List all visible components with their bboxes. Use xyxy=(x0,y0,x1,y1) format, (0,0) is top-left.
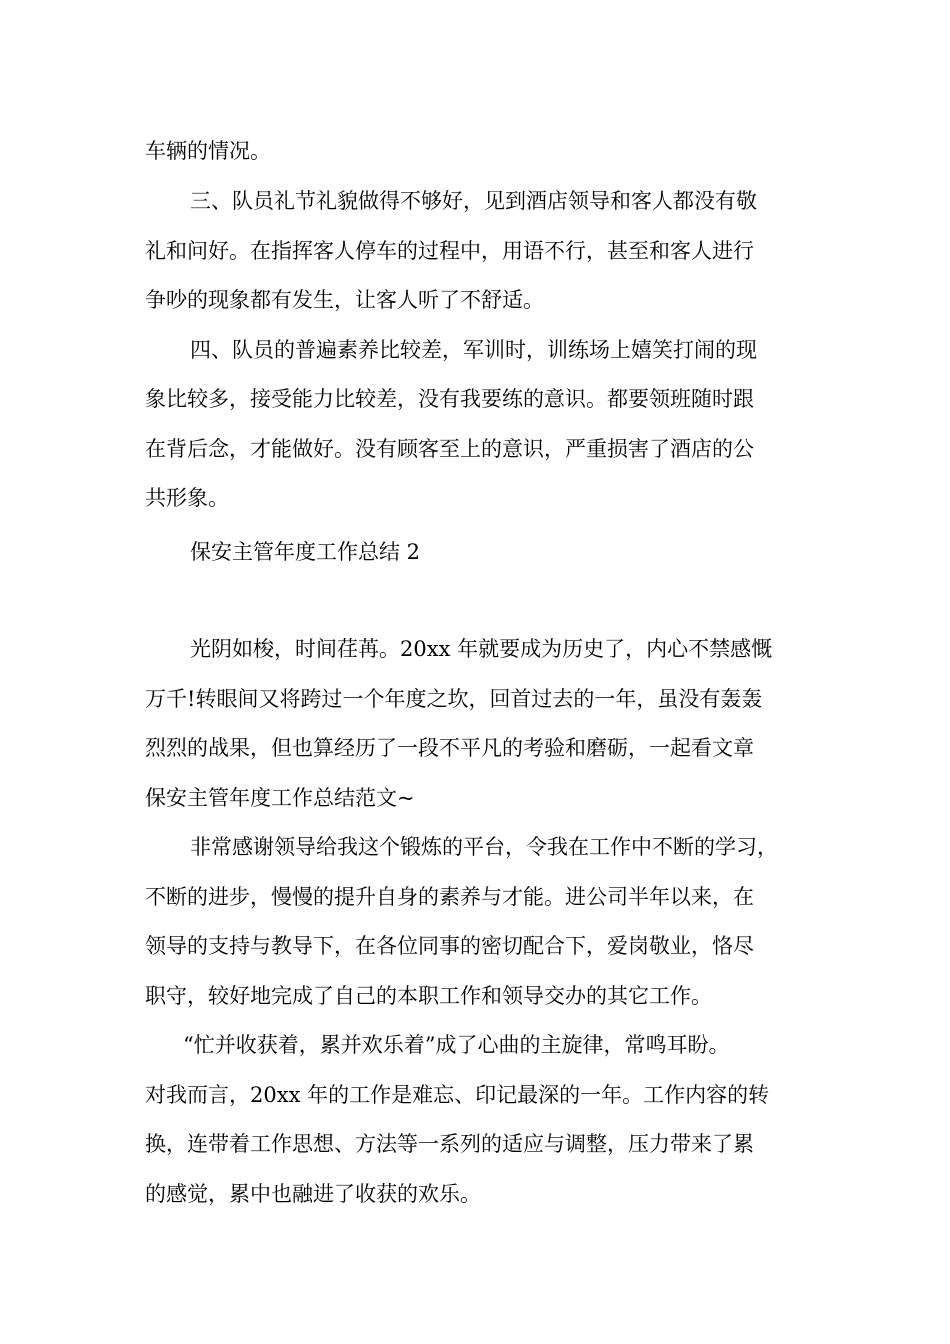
text-line: 万千!转眼间又将跨过一个年度之坎，回首过去的一年，虽没有轰轰 xyxy=(145,687,763,711)
text-line: 车辆的情况。 xyxy=(145,139,271,163)
text-line: 光阴如梭，时间荏苒。20xx 年就要成为历史了，内心不禁感慨 xyxy=(190,637,773,661)
text-line: 四、队员的普遍素养比较差，军训时，训练场上嬉笑打闹的现 xyxy=(190,338,757,362)
text-line: 争吵的现象都有发生，让客人听了不舒适。 xyxy=(145,288,544,312)
text-line: 象比较多，接受能力比较差，没有我要练的意识。都要领班随时跟 xyxy=(145,387,754,411)
text-line: 对我而言，20xx 年的工作是难忘、印记最深的一年。工作内容的转 xyxy=(145,1083,770,1107)
text-line: 的感觉，累中也融进了收获的欢乐。 xyxy=(145,1182,481,1206)
text-line: 礼和问好。在指挥客人停车的过程中，用语不行，甚至和客人进行 xyxy=(145,239,754,263)
text-line: 三、队员礼节礼貌做得不够好，见到酒店领导和客人都没有敬 xyxy=(190,189,757,213)
section-heading: 保安主管年度工作总结 2 xyxy=(190,540,421,564)
text-line: 在背后念，才能做好。没有顾客至上的意识，严重损害了酒店的公 xyxy=(145,437,754,461)
text-line: 换，连带着工作思想、方法等一系列的适应与调整，压力带来了累 xyxy=(145,1132,754,1156)
text-line: “忙并收获着，累并欢乐着”成了心曲的主旋律，常鸣耳盼。 xyxy=(183,1033,730,1057)
text-line: 烈烈的战果，但也算经历了一段不平凡的考验和磨砺，一起看文章 xyxy=(145,736,754,760)
text-line: 共形象。 xyxy=(145,486,229,510)
text-line: 保安主管年度工作总结范文~ xyxy=(145,786,415,810)
text-line: 职守，较好地完成了自己的本职工作和领导交办的其它工作。 xyxy=(145,984,712,1008)
text-line: 不断的进步，慢慢的提升自身的素养与才能。进公司半年以来，在 xyxy=(145,885,754,909)
text-line: 领导的支持与教导下，在各位同事的密切配合下，爱岗敬业，恪尽 xyxy=(145,934,754,958)
text-line: 非常感谢领导给我这个锻炼的平台，令我在工作中不断的学习， xyxy=(190,835,778,859)
